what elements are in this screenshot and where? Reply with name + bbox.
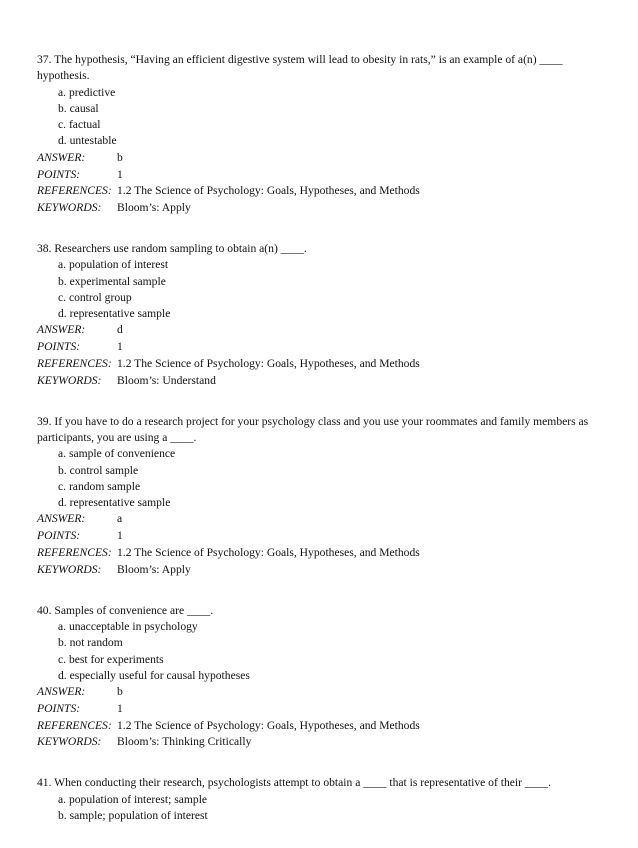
question-41 xyxy=(37,775,607,824)
references-value: 1.2 The Science of Psychology: Goals, Hypotheses, and Methods xyxy=(117,718,420,732)
option-a: a. sample of convenience xyxy=(58,447,176,461)
option-b: b. sample; population of interest xyxy=(58,808,208,822)
option-b: b. experimental sample xyxy=(58,274,166,288)
option-c: c. factual xyxy=(58,118,101,132)
question-38 xyxy=(37,241,607,390)
points-row xyxy=(37,167,607,184)
points-row xyxy=(37,339,607,356)
option-a: a. unacceptable in psychology xyxy=(58,619,198,633)
answer-value: d xyxy=(117,323,123,337)
keywords-row xyxy=(37,373,607,390)
references-label: REFERENCES: xyxy=(37,357,112,371)
points-value: 1 xyxy=(117,701,123,715)
answer-row xyxy=(37,322,607,339)
question-stem: 37. The hypothesis, “Having an efficient digestive system will lead to obesity in rats,” is an example of a(n) ____ hypothesis. xyxy=(37,53,563,83)
option-b: b. causal xyxy=(58,101,99,115)
keywords-value: Bloom’s: Apply xyxy=(117,562,191,576)
question-stem: 41. When conducting their research, psychologists attempt to obtain a ____ that is representative of their ____. xyxy=(37,776,551,790)
keywords-row xyxy=(37,562,607,579)
references-label: REFERENCES: xyxy=(37,546,112,560)
references-label: REFERENCES: xyxy=(37,184,112,198)
question-37 xyxy=(37,52,607,217)
question-stem: 39. If you have to do a research project for your psychology class and you use your roommates and family members as participants, you are using a ____. xyxy=(37,414,589,444)
keywords-value: Bloom’s: Apply xyxy=(117,201,191,215)
answer-row xyxy=(37,150,607,167)
answer-label: ANSWER: xyxy=(37,323,86,337)
answer-label: ANSWER: xyxy=(37,512,86,526)
keywords-row xyxy=(37,734,607,751)
option-d: d. representative sample xyxy=(58,496,171,510)
question-39 xyxy=(37,414,607,579)
option-a: a. population of interest xyxy=(58,258,169,272)
points-label: POINTS: xyxy=(37,529,81,543)
points-row xyxy=(37,528,607,545)
answer-label: ANSWER: xyxy=(37,150,86,164)
references-label: REFERENCES: xyxy=(37,718,112,732)
references-row xyxy=(37,545,607,562)
option-a: a. predictive xyxy=(58,85,116,99)
keywords-label: KEYWORDS: xyxy=(37,562,102,576)
option-c: c. random sample xyxy=(58,479,141,493)
question-stem: 38. Researchers use random sampling to obtain a(n) ____. xyxy=(37,241,307,255)
points-label: POINTS: xyxy=(37,340,81,354)
answer-row xyxy=(37,511,607,528)
option-b: b. control sample xyxy=(58,463,139,477)
keywords-label: KEYWORDS: xyxy=(37,735,102,749)
points-value: 1 xyxy=(117,529,123,543)
references-value: 1.2 The Science of Psychology: Goals, Hypotheses, and Methods xyxy=(117,357,420,371)
option-a: a. population of interest; sample xyxy=(58,792,208,806)
answer-row xyxy=(37,684,607,701)
option-d: d. especially useful for causal hypotheses xyxy=(58,668,250,682)
answer-value: b xyxy=(117,685,123,699)
option-b: b. not random xyxy=(58,636,123,650)
points-label: POINTS: xyxy=(37,167,81,181)
answer-value: a xyxy=(117,512,123,526)
points-value: 1 xyxy=(117,340,123,354)
keywords-value: Bloom’s: Understand xyxy=(117,373,216,387)
question-40 xyxy=(37,603,607,752)
points-label: POINTS: xyxy=(37,701,81,715)
keywords-value: Bloom’s: Thinking Critically xyxy=(117,735,252,749)
question-stem: 40. Samples of convenience are ____. xyxy=(37,603,214,617)
answer-label: ANSWER: xyxy=(37,685,86,699)
option-c: c. control group xyxy=(58,290,132,304)
references-row xyxy=(37,356,607,373)
keywords-row xyxy=(37,200,607,217)
points-row xyxy=(37,701,607,718)
option-c: c. best for experiments xyxy=(58,652,164,666)
references-row xyxy=(37,183,607,200)
references-value: 1.2 The Science of Psychology: Goals, Hypotheses, and Methods xyxy=(117,546,420,560)
references-row xyxy=(37,718,607,735)
keywords-label: KEYWORDS: xyxy=(37,373,102,387)
document-page xyxy=(37,52,607,848)
option-d: d. untestable xyxy=(58,134,117,148)
references-value: 1.2 The Science of Psychology: Goals, Hypotheses, and Methods xyxy=(117,184,420,198)
answer-value: b xyxy=(117,150,123,164)
keywords-label: KEYWORDS: xyxy=(37,201,102,215)
points-value: 1 xyxy=(117,167,123,181)
option-d: d. representative sample xyxy=(58,307,171,321)
